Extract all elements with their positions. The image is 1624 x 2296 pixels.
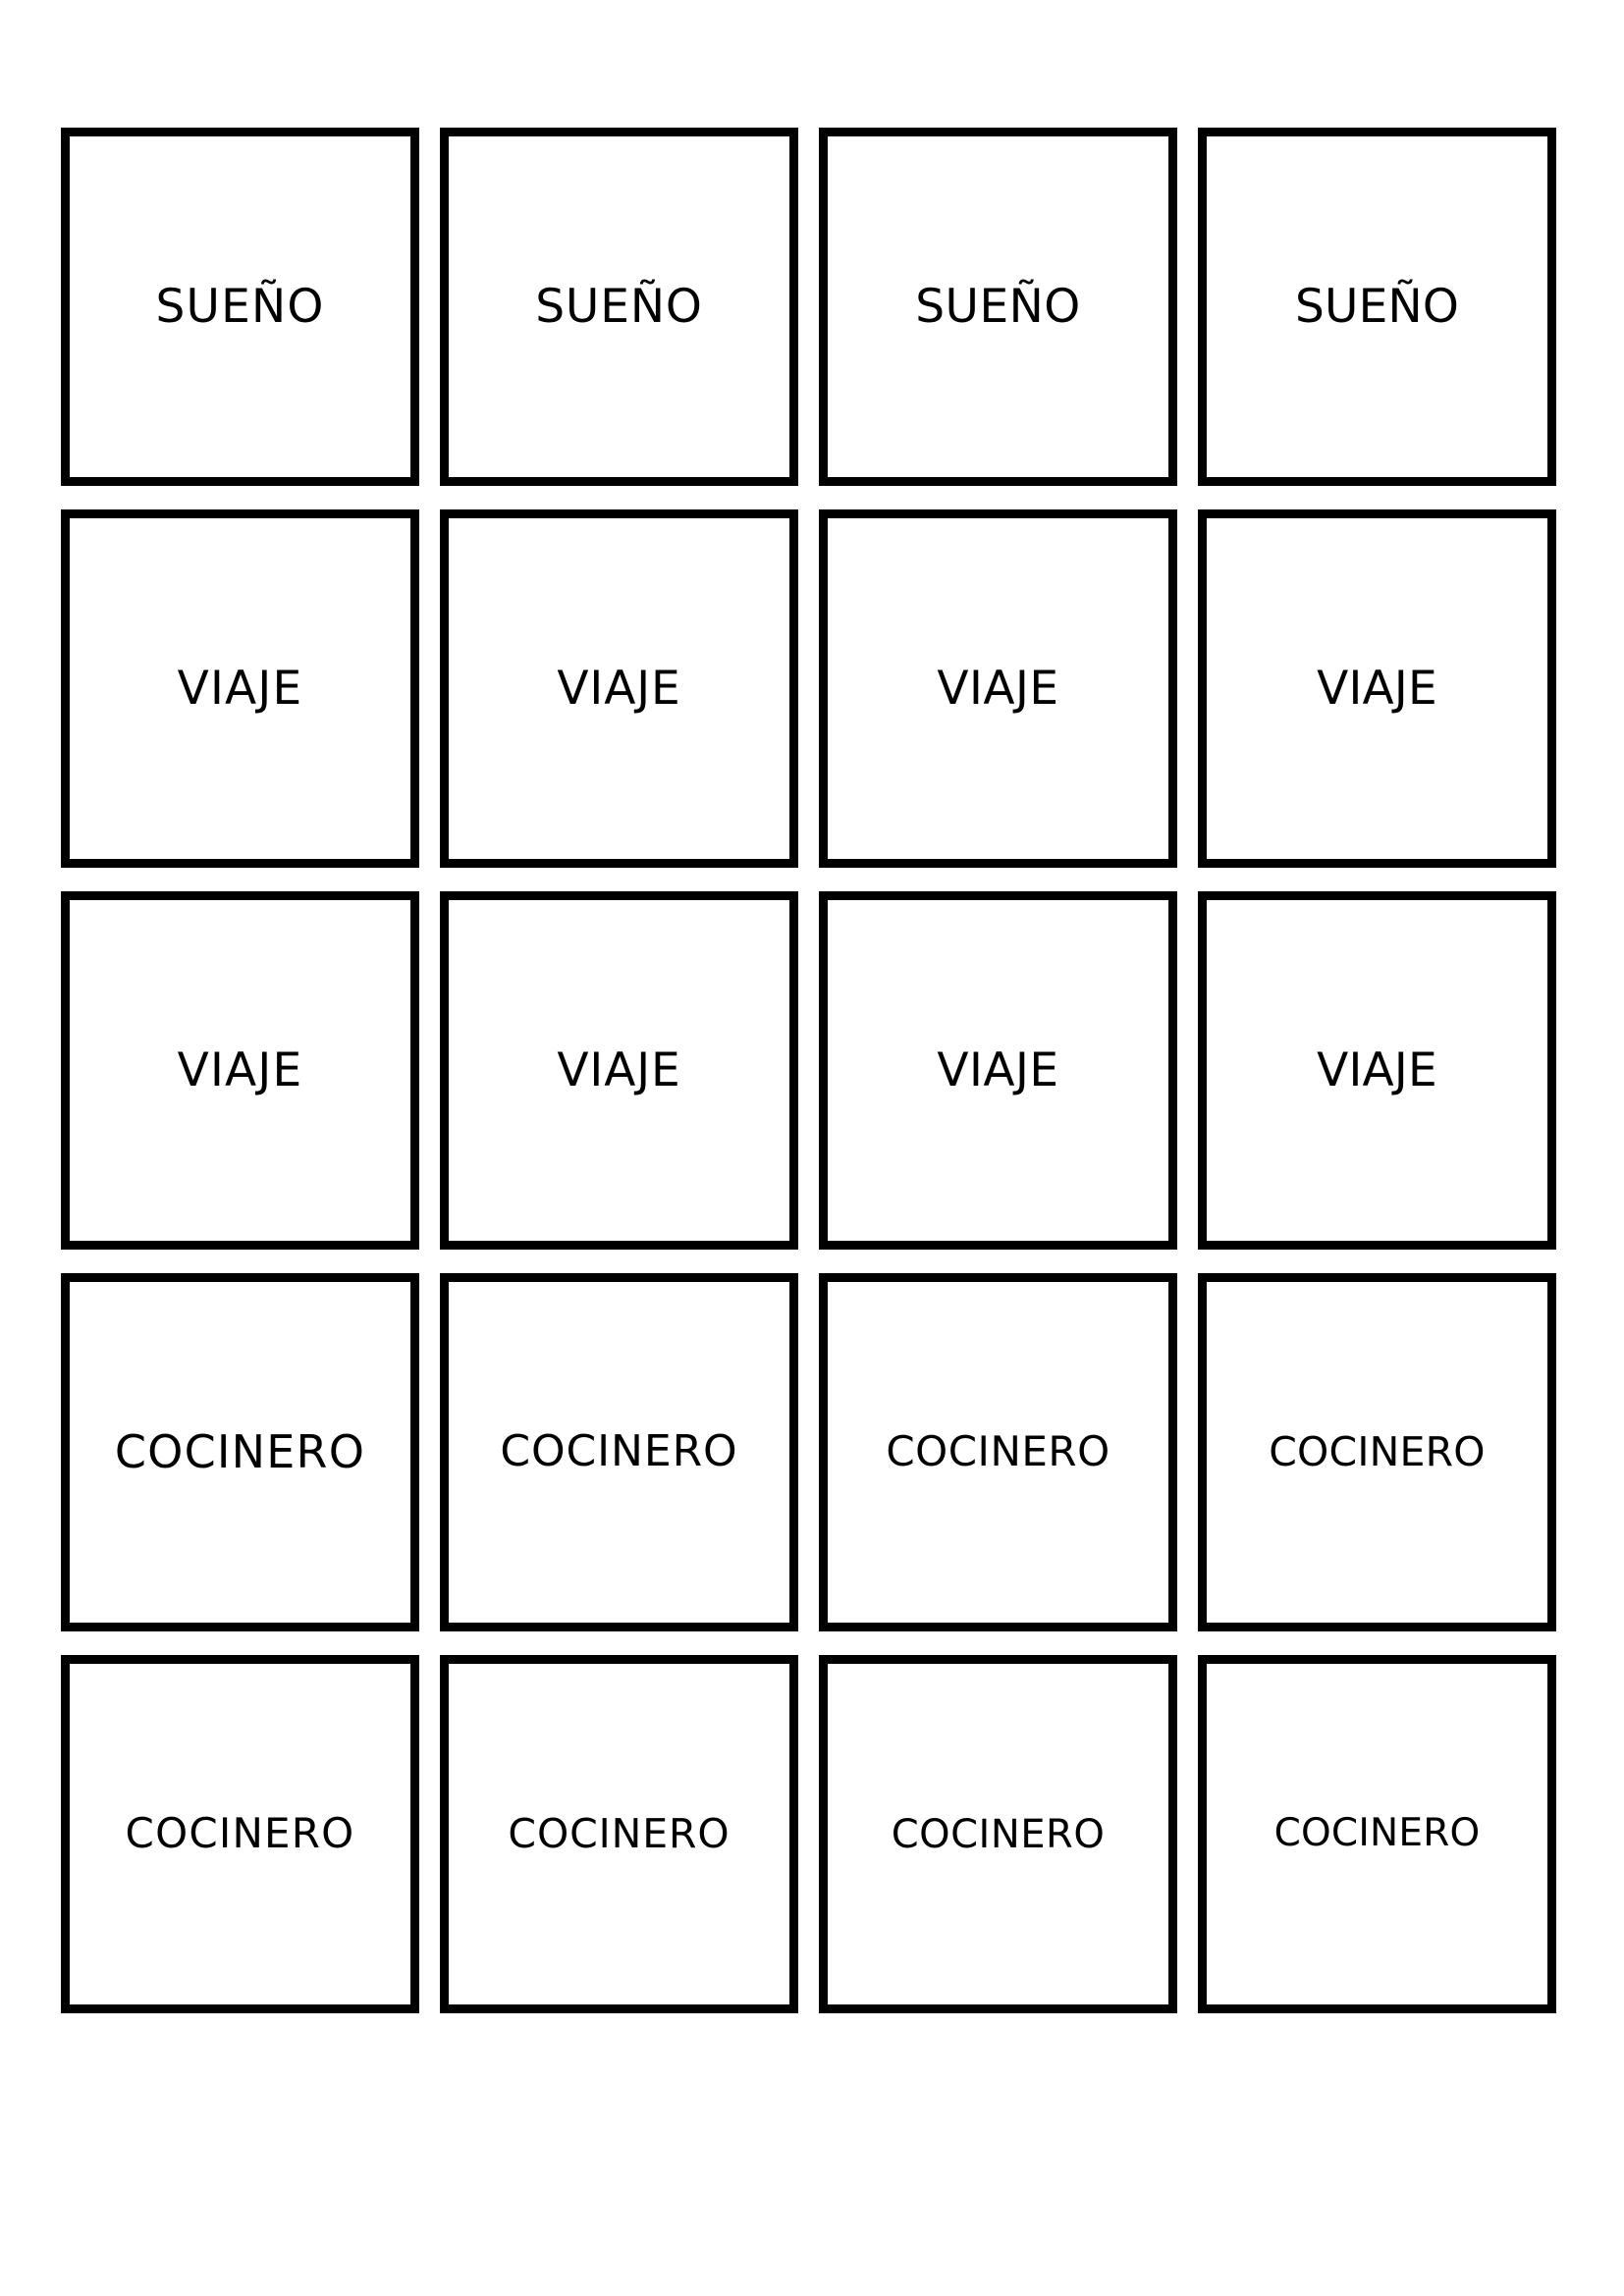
word-card[interactable]	[61, 1273, 419, 1631]
word-card[interactable]	[440, 1273, 798, 1631]
word-card[interactable]	[61, 509, 419, 868]
word-card[interactable]	[819, 891, 1177, 1250]
card-label: SUEÑO	[155, 279, 325, 334]
word-card[interactable]	[819, 509, 1177, 868]
word-card[interactable]	[440, 128, 798, 486]
card-label: VIAJE	[1317, 1042, 1437, 1097]
word-card[interactable]	[440, 509, 798, 868]
word-card[interactable]	[1198, 1273, 1556, 1631]
card-label: VIAJE	[1317, 661, 1437, 716]
card-label: COCINERO	[886, 1427, 1110, 1476]
card-label: VIAJE	[557, 1042, 681, 1097]
card-label: COCINERO	[1273, 1811, 1481, 1856]
card-label: COCINERO	[508, 1809, 731, 1857]
card-label: SUEÑO	[915, 279, 1081, 334]
word-card[interactable]	[1198, 1655, 1556, 2013]
card-label: COCINERO	[1269, 1427, 1486, 1475]
word-card[interactable]	[1198, 891, 1556, 1250]
word-card[interactable]	[819, 128, 1177, 486]
card-label: SUEÑO	[535, 279, 703, 334]
card-label: SUEÑO	[1294, 279, 1460, 334]
card-label: VIAJE	[177, 661, 303, 716]
word-card[interactable]	[440, 1655, 798, 2013]
card-label: VIAJE	[937, 661, 1059, 716]
card-label: COCINERO	[114, 1425, 366, 1479]
card-grid	[61, 128, 1624, 2013]
word-card[interactable]	[819, 1655, 1177, 2013]
card-label: COCINERO	[891, 1811, 1106, 1857]
word-card[interactable]	[440, 891, 798, 1250]
card-label: VIAJE	[177, 1042, 303, 1097]
card-label: VIAJE	[557, 661, 681, 716]
word-card[interactable]	[1198, 509, 1556, 868]
word-card[interactable]	[819, 1273, 1177, 1631]
card-label: COCINERO	[500, 1426, 738, 1477]
card-label: COCINERO	[125, 1809, 355, 1858]
word-card[interactable]	[61, 128, 419, 486]
word-card[interactable]	[61, 891, 419, 1250]
card-label: VIAJE	[937, 1042, 1059, 1097]
word-card[interactable]	[61, 1655, 419, 2013]
word-card[interactable]	[1198, 128, 1556, 486]
